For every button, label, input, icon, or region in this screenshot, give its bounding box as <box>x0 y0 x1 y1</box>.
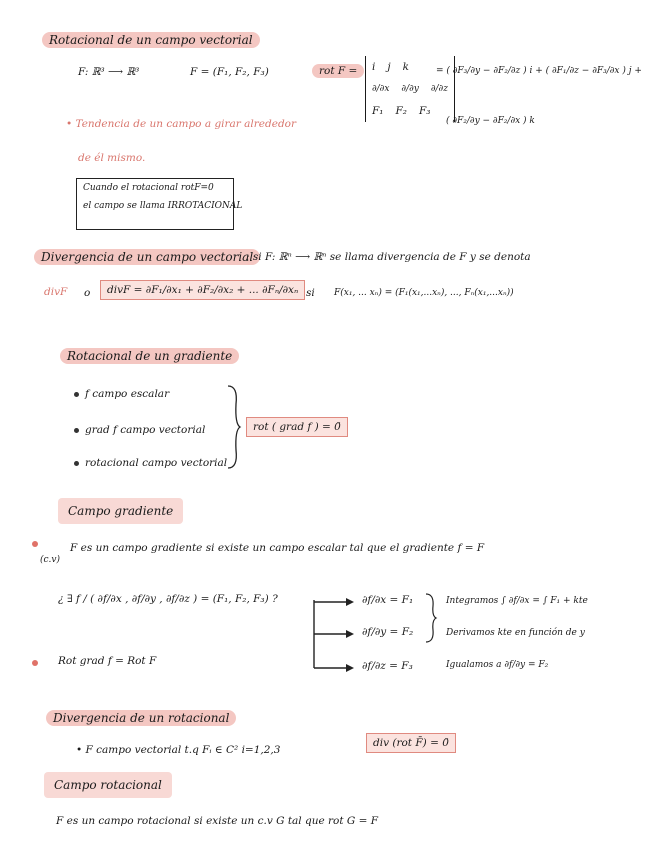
rot-expansion-1: = ( ∂F₃/∂y − ∂F₂/∂z ) i + ( ∂F₁/∂z − ∂F₃/∂x ) j + <box>436 66 642 76</box>
tendencia-line-1: • Tendencia de un campo a girar alrededor <box>66 118 297 130</box>
rot-determinant: i j k ∂/∂x ∂/∂y ∂/∂z F₁ F₂ F₃ <box>365 56 455 122</box>
divergencia-text: : si F: ℝⁿ ⟶ ℝⁿ se llama divergencia de F y se denota <box>246 251 531 263</box>
red-bullet-icon <box>32 541 38 547</box>
rot-expansion-2: ( ∂F₂/∂y − ∂F₂/∂x ) k <box>446 116 535 126</box>
rot-grad-equals-rotF: Rot grad f = Rot F <box>58 655 157 667</box>
section-title-campo-gradiente: Campo gradiente <box>58 498 183 524</box>
integramos-note: Integramos ∫ ∂f/∂x = ∫ F₁ + kte <box>446 596 588 606</box>
cv-note: (c.v) <box>40 555 61 565</box>
irrotacional-note: Cuando el rotacional rotF=0 el campo se llama IRROTACIONAL <box>76 178 234 230</box>
si-connector: si <box>306 287 315 299</box>
rot-label: rot F = <box>312 64 364 78</box>
rot-grad-bullet-2: grad f campo vectorial <box>74 424 205 436</box>
red-bullet-icon <box>32 660 38 666</box>
section-title-rotacional: Rotacional de un campo vectorial <box>42 32 260 48</box>
existence-question: ¿ ∃ f / ( ∂f/∂x , ∂f/∂y , ∂f/∂z ) = (F₁, F₂, F₃) ? <box>58 593 278 605</box>
campo-gradiente-definition: F es un campo gradiente si existe un campo escalar tal que el gradiente f = F <box>70 542 485 554</box>
divF-label: divF <box>44 286 68 298</box>
field-definition: F = (F₁, F₂, F₃) <box>190 66 269 78</box>
div-rot-condition: • F campo vectorial t.q Fᵢ ∈ C² i=1,2,3 <box>76 744 281 756</box>
div-rot-result: div (rot F̄) = 0̄ <box>366 733 456 753</box>
derivamos-note: Derivamos kte en función de y <box>446 628 585 638</box>
igualamos-note: Igualamos a ∂f/∂y = F₂ <box>446 660 549 670</box>
divergence-formula: divF = ∂F₁/∂x₁ + ∂F₂/∂x₂ + ... ∂Fₙ/∂xₙ <box>100 280 305 300</box>
rot-grad-bullet-1: f campo escalar <box>74 388 169 400</box>
brace-icon <box>424 592 438 644</box>
brace-icon <box>226 384 242 470</box>
o-connector: o <box>84 287 91 299</box>
rot-grad-result: rot ( grad f ) = 0̄ <box>246 417 348 437</box>
map-rotacional: F: ℝ³ ⟶ ℝ³ <box>78 66 140 78</box>
section-title-rot-gradiente: Rotacional de un gradiente <box>60 348 239 364</box>
section-title-div-rotacional: Divergencia de un rotacional <box>46 710 236 726</box>
rot-grad-bullet-3: rotacional campo vectorial <box>74 457 227 469</box>
partial-y-equation: ∂f/∂y = F₂ <box>362 626 414 638</box>
section-title-divergencia: Divergencia de un campo vectorial <box>34 249 260 265</box>
arrows-icon <box>310 596 358 676</box>
section-title-campo-rotacional: Campo rotacional <box>44 772 172 798</box>
tendencia-line-2: de él mismo. <box>78 152 146 164</box>
F-components-definition: F(x₁, ... xₙ) = (F₁(x₁,...xₙ), ..., Fₙ(x₁,...xₙ)) <box>334 288 514 298</box>
partial-x-equation: ∂f/∂x = F₁ <box>362 594 414 606</box>
partial-z-equation: ∂f/∂z = F₃ <box>362 660 413 672</box>
campo-rotacional-definition: F es un campo rotacional si existe un c.v G tal que rot G = F <box>56 815 379 827</box>
